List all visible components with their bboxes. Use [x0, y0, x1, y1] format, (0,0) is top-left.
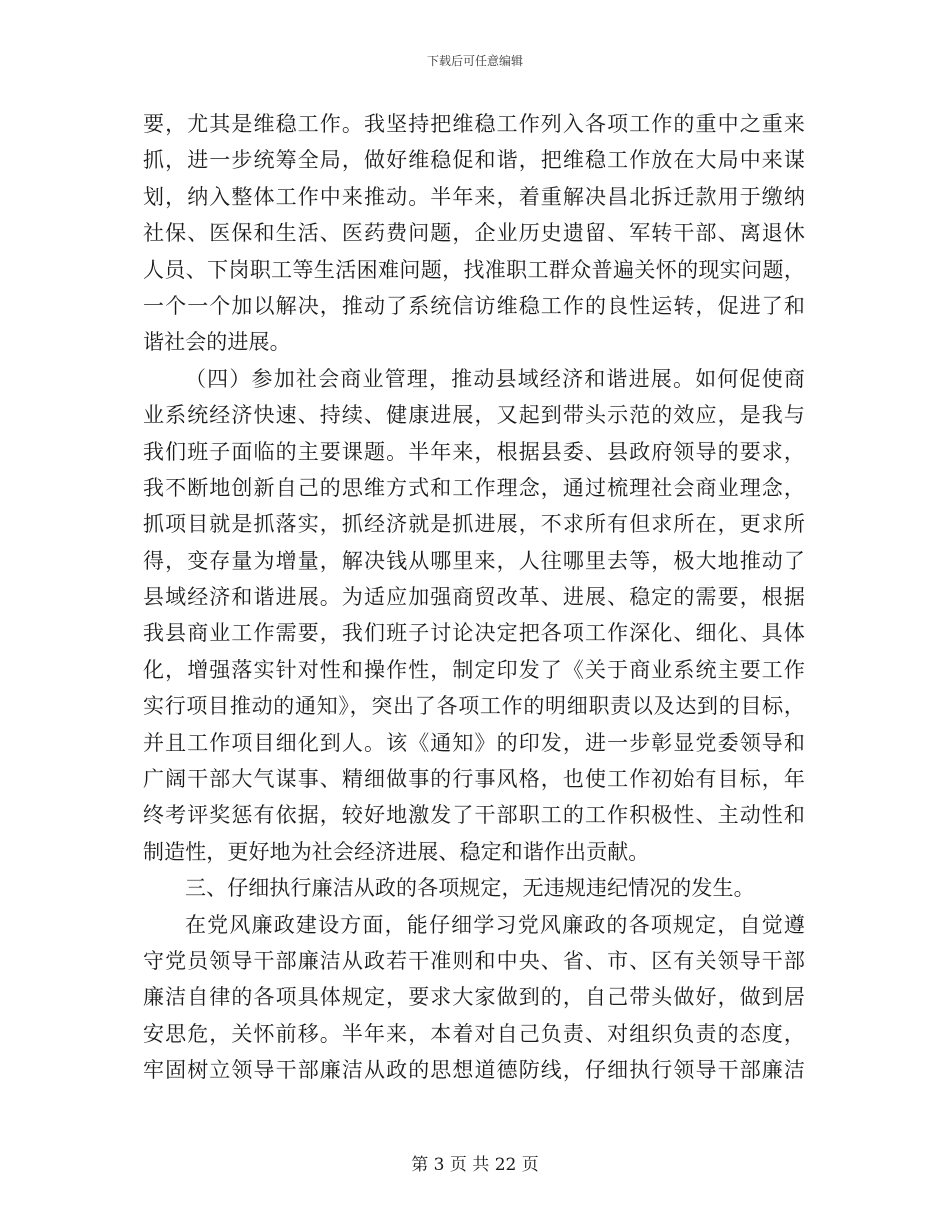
body-line: 得，变存量为增量，解决钱从哪里来，人往哪里去等，极大地推动了 [143, 548, 805, 573]
body-line: 抓，进一步统筹全局，做好维稳促和谐，把维稳工作放在大局中来谋 [143, 148, 805, 173]
body-line: 实行项目推动的通知》，突出了各项工作的明细职责以及达到的目标， [143, 694, 805, 719]
page-number: 第 3 页 共 22 页 [411, 1155, 539, 1175]
body-line: 并且工作项目细化到人。该《通知》的印发，进一步彰显党委领导和 [143, 730, 805, 755]
body-line: 廉洁自律的各项具体规定，要求大家做到的，自己带头做好，做到居 [143, 985, 805, 1010]
body-line: 终考评奖惩有依据，较好地激发了干部职工的工作积极性、主动性和 [143, 803, 805, 828]
body-line: 一个一个加以解决，推动了系统信访维稳工作的良性运转，促进了和 [143, 293, 805, 318]
body-line: 要，尤其是维稳工作。我坚持把维稳工作列入各项工作的重中之重来 [143, 112, 805, 136]
body-line: 在党风廉政建设方面，能仔细学习党风廉政的各项规定，自觉遵 [185, 912, 805, 937]
body-line: 牢固树立领导干部廉洁从政的思想道德防线，仔细执行领导干部廉洁 [143, 1058, 805, 1083]
body-line: 抓项目就是抓落实，抓经济就是抓进展，不求所有但求所在，更求所 [143, 512, 805, 537]
body-line: 业系统经济快速、持续、健康进展，又起到带头示范的效应，是我与 [143, 403, 805, 428]
body-line: 社保、医保和生活、医药费问题，企业历史遗留、军转干部、离退休 [143, 221, 805, 246]
body-line: 我们班子面临的主要课题。半年来，根据县委、县政府领导的要求， [143, 439, 805, 464]
body-line: （四）参加社会商业管理，推动县域经济和谐进展。如何促使商 [185, 366, 805, 391]
body-line: 谐社会的进展。 [143, 330, 291, 355]
page-header: 下载后可任意编辑 [426, 54, 523, 68]
body-line: 人员、下岗职工等生活困难问题，找准职工群众普遍关怀的现实问题， [143, 257, 805, 282]
document-body [143, 106, 805, 1089]
body-line: 守党员领导干部廉洁从政若干准则和中央、省、市、区有关领导干部 [143, 948, 805, 973]
body-line: 我县商业工作需要，我们班子讨论决定把各项工作深化、细化、具体 [143, 621, 805, 646]
body-line: 县域经济和谐进展。为适应加强商贸改革、进展、稳定的需要，根据 [143, 585, 805, 610]
body-line: 广阔干部大气谋事、精细做事的行事风格，也使工作初始有目标，年 [143, 767, 805, 792]
body-line: 安思危，关怀前移。半年来，本着对自己负责、对组织负责的态度， [143, 1021, 805, 1046]
section-heading: 三、仔细执行廉洁从政的各项规定，无违规违纪情况的发生。 [185, 876, 755, 901]
body-line: 划，纳入整体工作中来推动。半年来，着重解决昌北拆迁款用于缴纳 [143, 184, 805, 209]
body-line: 制造性，更好地为社会经济进展、稳定和谐作出贡献。 [143, 839, 650, 864]
body-line: 我不断地创新自己的思维方式和工作理念，通过梳理社会商业理念， [143, 475, 805, 500]
body-line: 化，增强落实针对性和操作性，制定印发了《关于商业系统主要工作 [143, 657, 805, 682]
